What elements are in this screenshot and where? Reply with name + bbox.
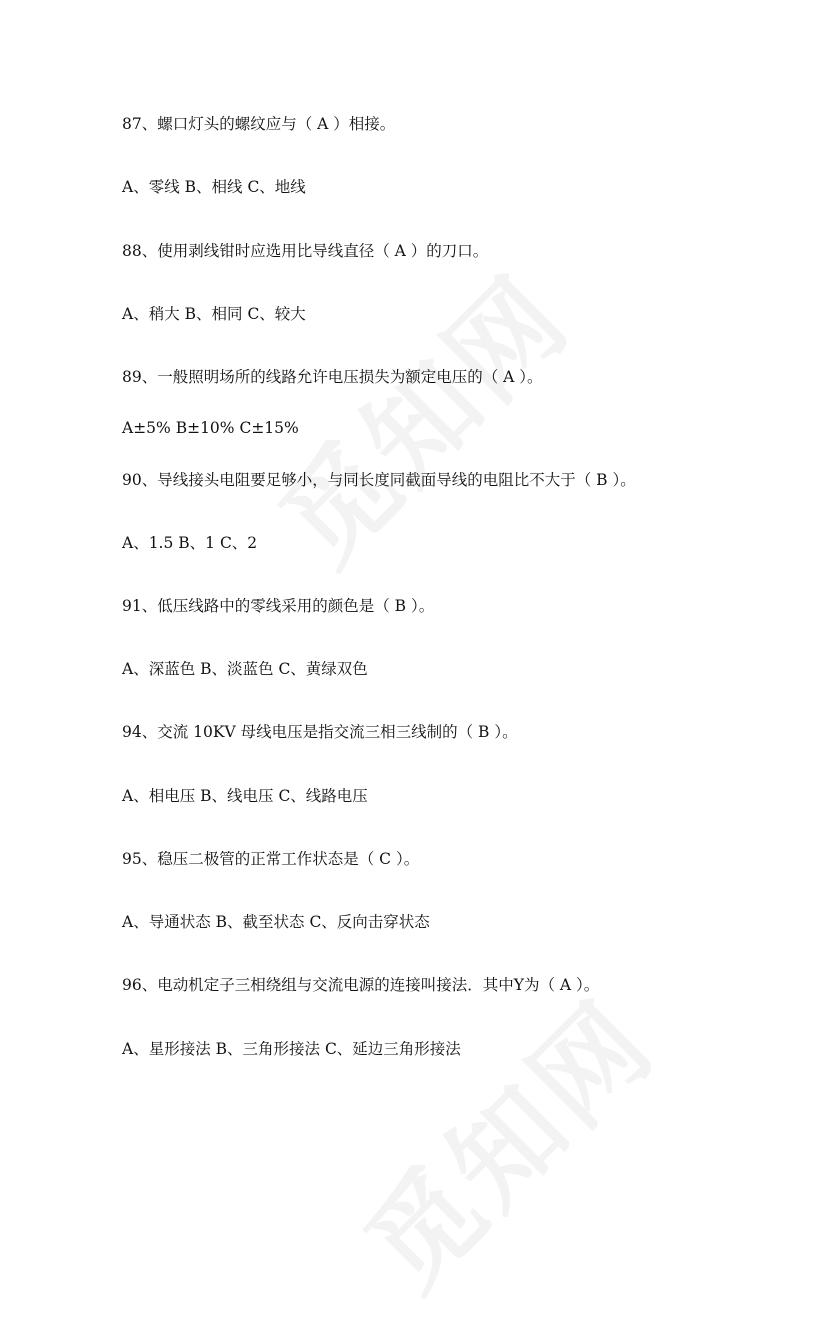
answer-options-87: A、零线 B、相线 C、地线 bbox=[122, 178, 306, 196]
answer-options-90: A、1.5 B、1 C、2 bbox=[122, 534, 258, 552]
question-96: 96、电动机定子三相绕组与交流电源的连接叫接法．其中Υ为（ A ）。 bbox=[122, 976, 600, 994]
question-94: 94、交流 10KV 母线电压是指交流三相三线制的（ B ）。 bbox=[122, 723, 518, 741]
question-88: 88、使用剥线钳时应选用比导线直径（ A ）的刀口。 bbox=[122, 242, 489, 260]
answer-options-96: A、星形接法 B、三角形接法 C、延边三角形接法 bbox=[122, 1040, 461, 1058]
question-91: 91、低压线路中的零线采用的颜色是（ B ）。 bbox=[122, 597, 435, 615]
answer-options-95: A、导通状态 B、截至状态 C、反向击穿状态 bbox=[122, 913, 430, 931]
question-95: 95、稳压二极管的正常工作状态是（ C ）。 bbox=[122, 850, 420, 868]
answer-options-91: A、深蓝色 B、淡蓝色 C、黄绿双色 bbox=[122, 660, 368, 678]
answer-options-89: A±5% B±10% C±15% bbox=[122, 419, 299, 437]
question-90: 90、导线接头电阻要足够小，与同长度同截面导线的电阻比不大于（ B ）。 bbox=[122, 471, 636, 489]
question-89: 89、一般照明场所的线路允许电压损失为额定电压的（ A ）。 bbox=[122, 368, 543, 386]
answer-options-94: A、相电压 B、线电压 C、线路电压 bbox=[122, 787, 368, 805]
answer-options-88: A、稍大 B、相同 C、较大 bbox=[122, 305, 306, 323]
question-87: 87、螺口灯头的螺纹应与（ A ）相接。 bbox=[122, 115, 396, 133]
